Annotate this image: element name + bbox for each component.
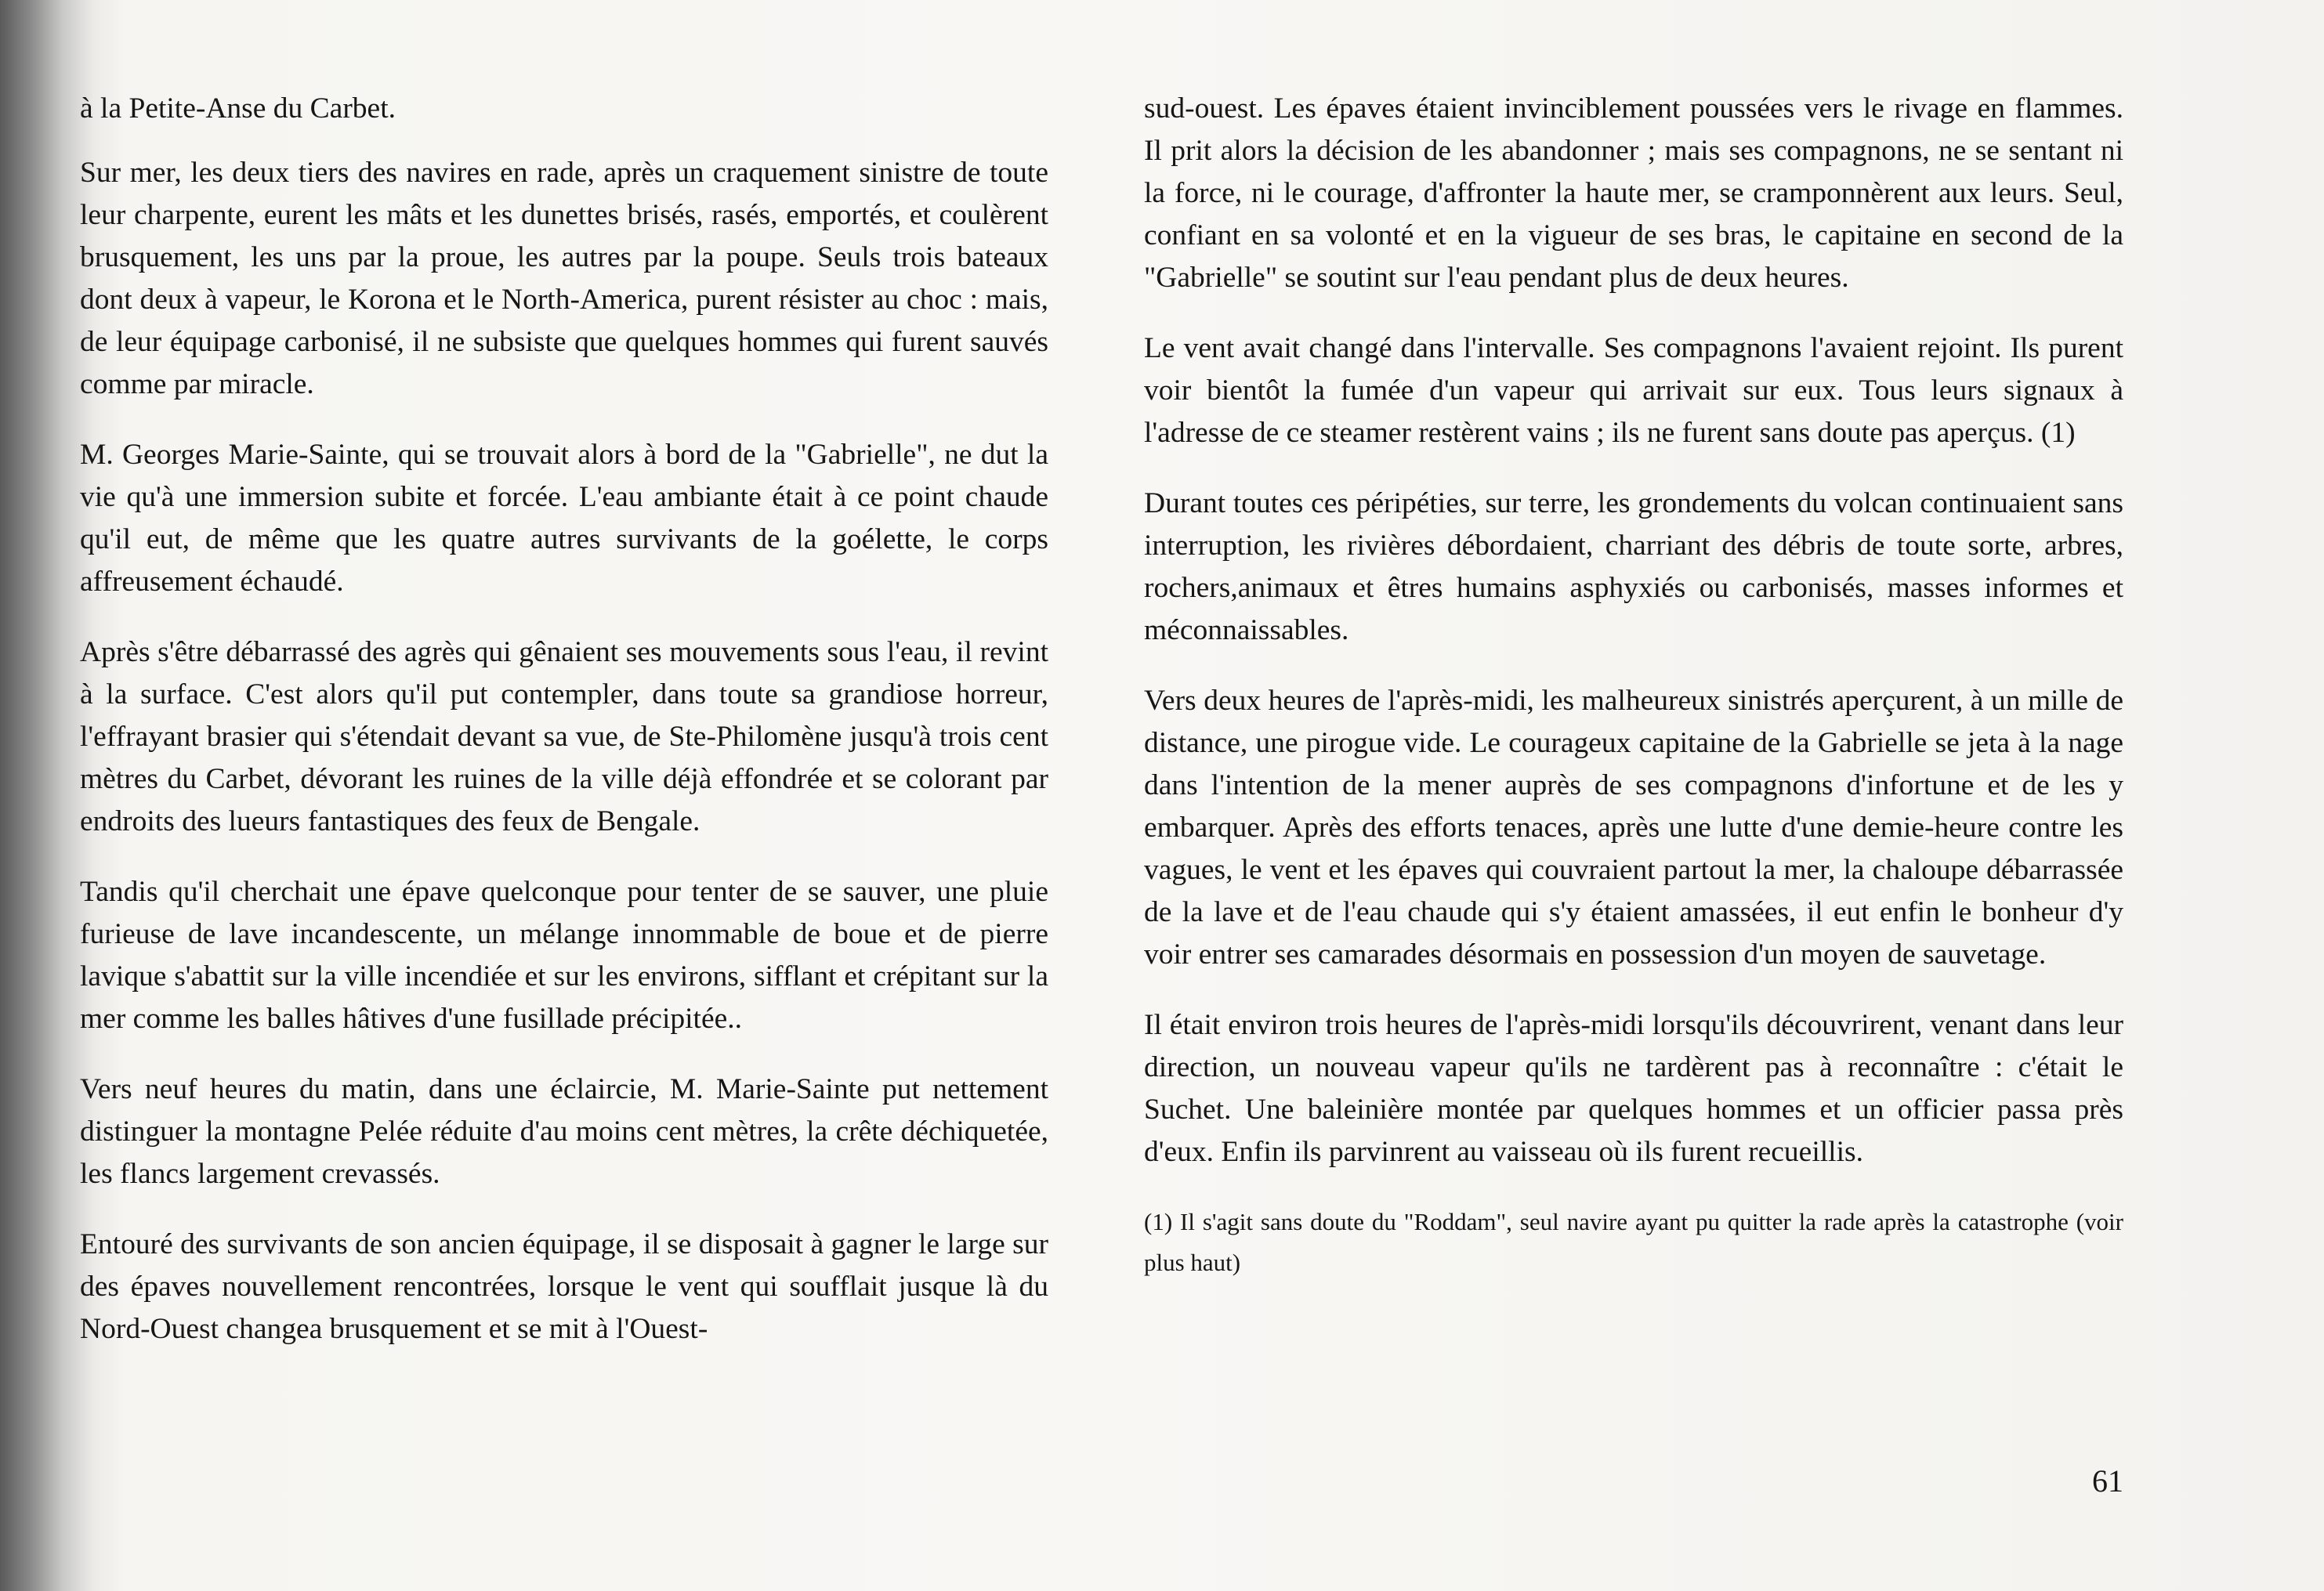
- paragraph: Durant toutes ces péripéties, sur terre, les grondements du volcan continuaient sans interruption, les rivières débordaient, charriant des débris de toute sorte, arbres, rochers,animaux et êtres humains asphyxiés ou carbonisés, masses informes et méconnaissables.: [1144, 487, 2123, 646]
- paragraph: Tandis qu'il cherchait une épave quelconque pour tenter de se sauver, une pluie furieuse de lave incandescente, un mélange innommable de boue et de pierre lavique s'abattit sur la ville incendiée et sur les environs, sifflant et crépitant sur la mer comme les balles hâtives d'une fusillade précipitée..: [80, 876, 1048, 1035]
- paragraph: sud-ouest. Les épaves étaient invinciblement poussées vers le rivage en flammes. Il prit alors la décision de les abandonner ; mais ses compagnons, ne se sentant ni la force, ni le courage, d'affronter la haute mer, se cramponnèrent aux leurs. Seul, confiant en sa volonté et en la vigueur de ses bras, le capitaine en second de la "Gabrielle" se soutint sur l'eau pendant plus de deux heures.: [1144, 92, 2123, 294]
- paragraph: Sur mer, les deux tiers des navires en rade, après un craquement sinistre de toute leur charpente, eurent les mâts et les dunettes brisés, rasés, emportés, et coulèrent brusquement, les uns par la proue, les autres par la poupe. Seuls trois bateaux dont deux à vapeur, le Korona et le North-America, purent résister au choc : mais, de leur équipage carbonisé, il ne subsiste que quelques hommes qui furent sauvés comme par miracle.: [80, 157, 1048, 400]
- paragraph: Vers neuf heures du matin, dans une éclaircie, M. Marie-Sainte put nettement distinguer la montagne Pelée réduite d'au moins cent mètres, la crête déchiquetée, les flancs largement crevassés.: [80, 1073, 1048, 1190]
- page-number: 61: [2092, 1463, 2123, 1499]
- paragraph: Il était environ trois heures de l'après-midi lorsqu'ils découvrirent, venant dans leur direction, un nouveau vapeur qu'ils ne tardèrent pas à reconnaître : c'était le Suchet. Une baleinière montée par quelques hommes et un officier passa près d'eux. Enfin ils parvinrent au vaisseau où ils furent recueillis.: [1144, 1009, 2123, 1168]
- paragraph: M. Georges Marie-Sainte, qui se trouvait alors à bord de la "Gabrielle", ne dut la vie qu'à une immersion subite et forcée. L'eau ambiante était à ce point chaude qu'il eut, de même que les quatre autres survivants de la goélette, le corps affreusement échaudé.: [80, 439, 1048, 598]
- footnote: (1) Il s'agit sans doute du "Roddam", seul navire ayant pu quitter la rade après la catastrophe (voir plus haut): [1144, 1208, 2123, 1276]
- left-column: [80, 88, 1048, 1379]
- paragraph: Vers deux heures de l'après-midi, les malheureux sinistrés aperçurent, à un mille de distance, une pirogue vide. Le courageux capitaine de la Gabrielle se jeta à la nage dans l'intention de la mener auprès de ses compagnons d'infortune et de les y embarquer. Après des efforts tenaces, après une lutte d'une demie-heure contre les vagues, le vent et les épaves qui couvraient partout la mer, la chaloupe débarrassée de la lave et de l'eau chaude qui s'y étaient amassées, il eut enfin le bonheur d'y voir entrer ses camarades désormais en possession d'un moyen de sauvetage.: [1144, 685, 2123, 971]
- paragraph: Le vent avait changé dans l'intervalle. Ses compagnons l'avaient rejoint. Ils purent voir bientôt la fumée d'un vapeur qui arrivait sur eux. Tous leurs signaux à l'adresse de ce steamer restèrent vains ; ils ne furent sans doute pas aperçus. (1): [1144, 332, 2123, 449]
- right-column: [1144, 88, 2123, 1311]
- paragraph: Entouré des survivants de son ancien équipage, il se disposait à gagner le large sur des épaves nouvellement rencontrées, lorsque le vent qui soufflait jusque là du Nord-Ouest changea brusquement et se mit à l'Ouest-: [80, 1228, 1048, 1345]
- paragraph: à la Petite-Anse du Carbet.: [80, 92, 396, 125]
- paragraph: Après s'être débarrassé des agrès qui gênaient ses mouvements sous l'eau, il revint à la surface. C'est alors qu'il put contempler, dans toute sa grandiose horreur, l'effrayant brasier qui s'étendait devant sa vue, de Ste-Philomène jusqu'à trois cent mètres du Carbet, dévorant les ruines de la ville déjà effondrée et se colorant par endroits des lueurs fantastiques des feux de Bengale.: [80, 636, 1048, 837]
